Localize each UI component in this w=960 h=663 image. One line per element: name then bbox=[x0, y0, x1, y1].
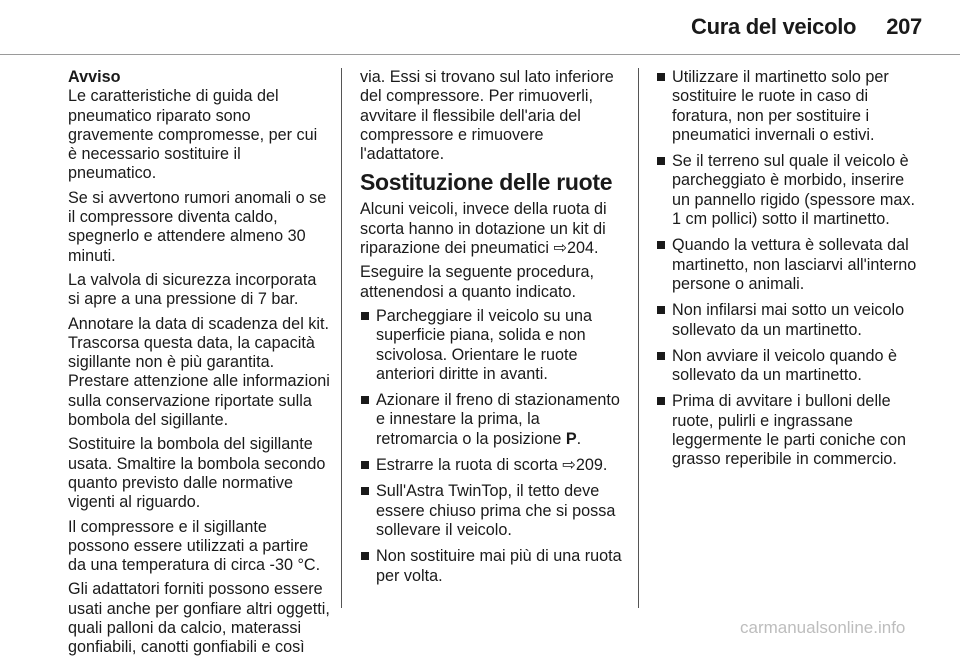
intro-text: Alcuni veicoli, invece della ruota di scorta hanno in dotazione un kit di riparazione dei pneumatici bbox=[360, 200, 607, 258]
list-item: Azionare il freno di stazionamento e innestare la prima, la retromarcia o la posizione P. bbox=[360, 391, 624, 449]
page-reference-link[interactable]: ⇨ 209. bbox=[562, 456, 607, 474]
list-item bbox=[360, 456, 624, 475]
list-item: Non infilarsi mai sotto un veicolo sollevato da un martinetto. bbox=[656, 301, 922, 340]
column-divider-2 bbox=[638, 68, 639, 608]
paragraph: Gli adattatori forniti possono essere usati anche per gonfiare altri oggetti, quali palloni da calcio, materassi gonfiabili, canotti gonfiabili e così bbox=[68, 580, 330, 657]
watermark: carmanualsonline.info bbox=[740, 618, 906, 637]
bullet-text: Estrarre la ruota di scorta bbox=[376, 456, 558, 475]
column-2 bbox=[360, 68, 624, 593]
page-number: 207 bbox=[886, 14, 922, 39]
list-item: Prima di avvitare i bulloni delle ruote, pulirli e ingrassane leggermente le parti coniche con grasso reperibile in commercio. bbox=[656, 392, 922, 469]
paragraph: Il compressore e il sigillante possono essere utilizzati a partire da una temperatura di circa -30 °C. bbox=[68, 517, 321, 575]
column-divider-1 bbox=[341, 68, 342, 608]
column-3 bbox=[656, 68, 922, 477]
continuation-text: via. Essi si trovano sul lato inferiore del compressore. Per rimuoverli, avvitare il flessibile dell'aria del compressore e rimuovere l'adattatore. bbox=[360, 68, 614, 164]
list-item: Non avviare il veicolo quando è sollevato da un martinetto. bbox=[656, 347, 922, 386]
paragraph: Sostituire la bombola del sigillante usata. Smaltire la bombola secondo quanto previsto dalle normative vigenti al riguardo. bbox=[68, 435, 326, 512]
procedure-paragraph: Eseguire la seguente procedura, attenendosi a quanto indicato. bbox=[360, 263, 594, 301]
list-item: Sull'Astra TwinTop, il tetto deve essere chiuso prima che si possa sollevare il veicolo. bbox=[360, 482, 624, 540]
section-title: Cura del veicolo bbox=[691, 14, 857, 39]
paragraph: La valvola di sicurezza incorporata si apre a una pressione di 7 bar. bbox=[68, 270, 317, 309]
list-item: Non sostituire mai più di una ruota per volta. bbox=[360, 547, 624, 586]
intro-paragraph bbox=[360, 200, 624, 258]
page-reference-link[interactable]: ⇨ 204. bbox=[553, 239, 598, 257]
note-title: Avviso bbox=[68, 68, 121, 86]
list-item: Utilizzare il martinetto solo per sostituire le ruote in caso di foratura, non per sostituire i pneumatici invernali o estivi. bbox=[656, 68, 922, 145]
gear-position: P bbox=[565, 429, 577, 448]
section-heading: Sostituzione delle ruote bbox=[360, 169, 613, 196]
paragraph: Le caratteristiche di guida del pneumatico riparato sono gravemente compromesse, per cui è necessario sostituire il pneumatico. bbox=[68, 87, 318, 183]
page-header bbox=[691, 14, 922, 40]
paragraph: Annotare la data di scadenza del kit. Trascorsa questa data, la capacità sigillante non è più garantita. Prestare attenzione alle informazioni sulla conservazione riportate sulla bombola del sigillante. bbox=[68, 314, 330, 430]
header-rule bbox=[0, 54, 960, 55]
bullet-text: Azionare il freno di stazionamento e innestare la prima, la retromarcia o la posizione bbox=[376, 391, 620, 448]
list-item: Quando la vettura è sollevata dal martinetto, non lasciarvi all'interno persone o animali. bbox=[656, 236, 922, 294]
column-1 bbox=[68, 68, 330, 663]
list-item: Parcheggiare il veicolo su una superficie piana, solida e non scivolosa. Orientare le ruote anteriori diritte in avanti. bbox=[360, 307, 624, 384]
list-item: Se il terreno sul quale il veicolo è parcheggiato è morbido, inserire un pannello rigido (spessore max. 1 cm pollici) sotto il martinetto. bbox=[656, 152, 922, 229]
paragraph: Se si avvertono rumori anomali o se il compressore diventa caldo, spegnerlo e attendere almeno 30 minuti. bbox=[68, 188, 327, 265]
